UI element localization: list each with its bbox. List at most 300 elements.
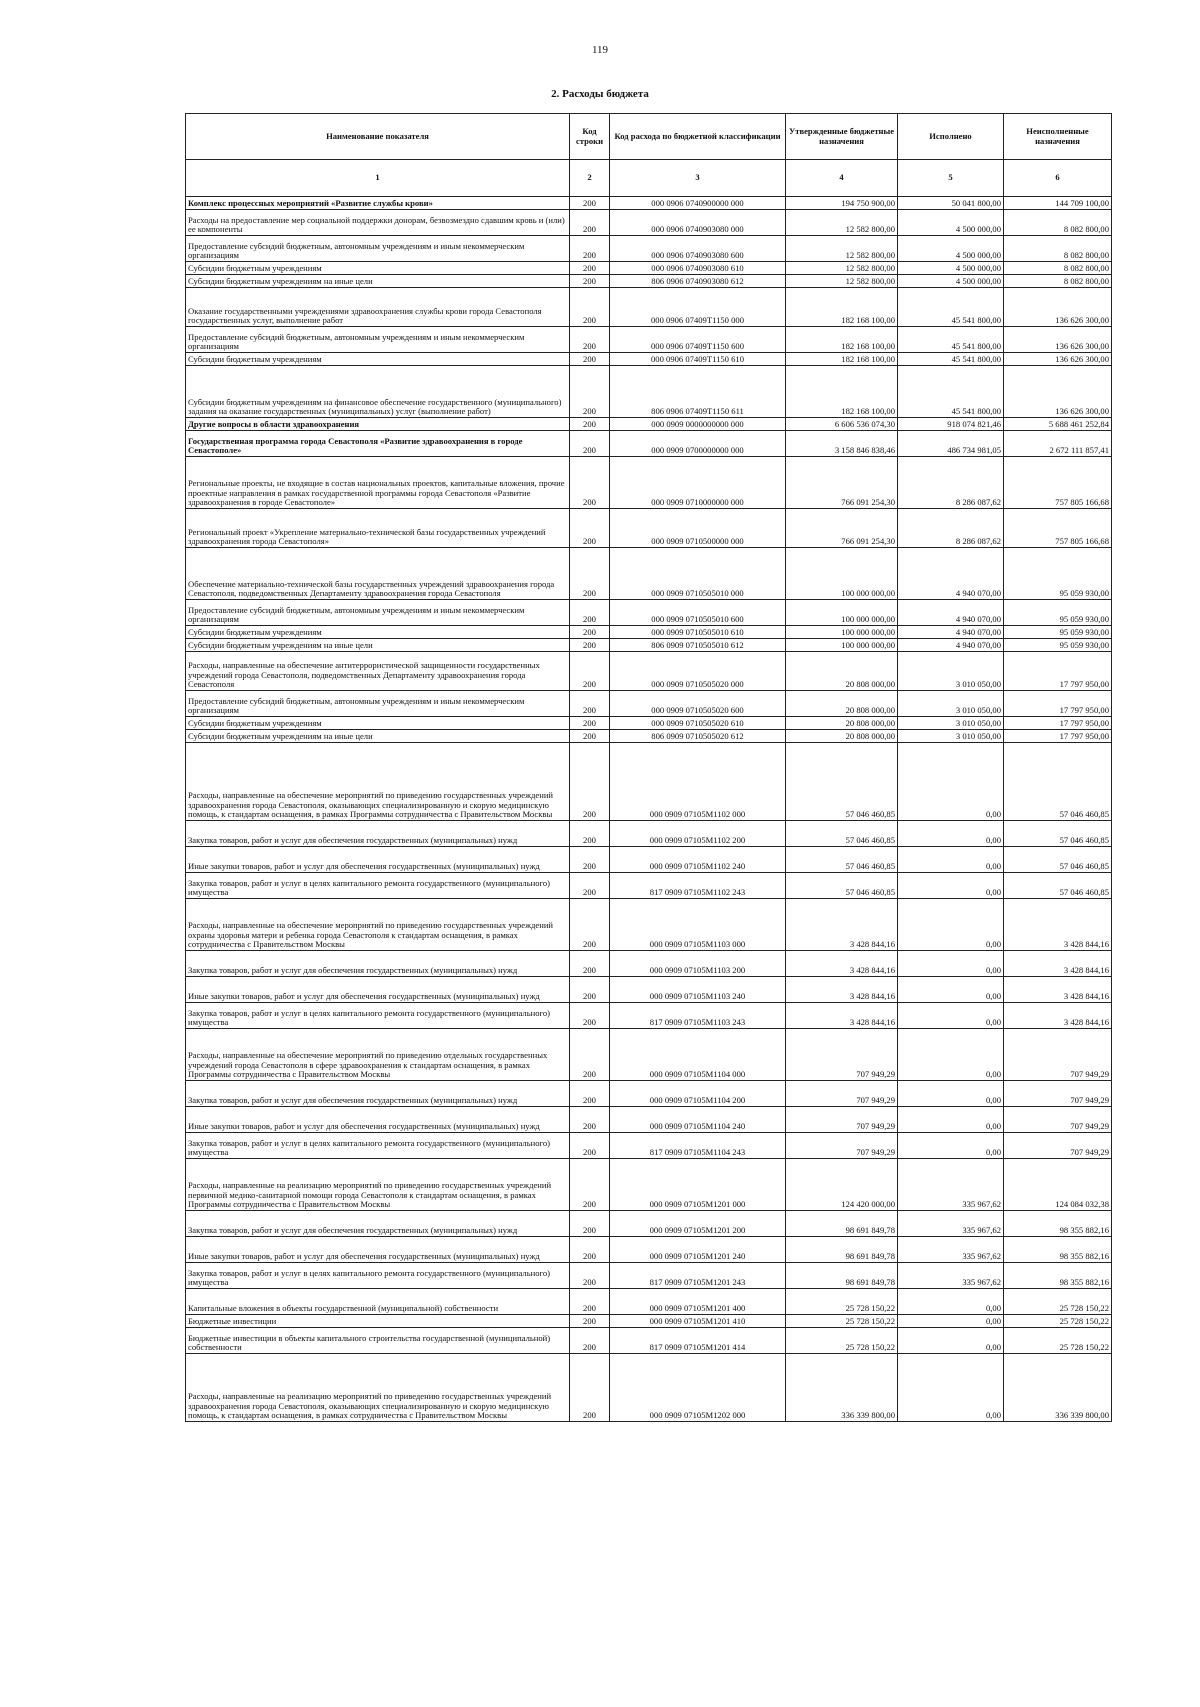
- row-executed: 8 286 087,62: [898, 509, 1004, 548]
- row-approved: 336 339 800,00: [786, 1354, 898, 1422]
- row-remaining: 3 428 844,16: [1004, 977, 1112, 1003]
- table-row: [186, 288, 1112, 327]
- row-line-code: 200: [570, 1133, 610, 1159]
- row-expense-code: 000 0909 0710500000 000: [610, 509, 786, 548]
- row-executed: 3 010 050,00: [898, 730, 1004, 743]
- row-line-code: 200: [570, 873, 610, 899]
- row-line-code: 200: [570, 457, 610, 509]
- row-expense-code: 000 0909 0000000000 000: [610, 418, 786, 431]
- table-row: [186, 210, 1112, 236]
- row-approved: 6 606 536 074,30: [786, 418, 898, 431]
- table-row: [186, 1263, 1112, 1289]
- row-remaining: 707 949,29: [1004, 1029, 1112, 1081]
- row-expense-code: 000 0909 0710505020 610: [610, 717, 786, 730]
- row-line-code: 200: [570, 431, 610, 457]
- row-executed: 3 010 050,00: [898, 717, 1004, 730]
- row-line-code: 200: [570, 418, 610, 431]
- row-line-code: 200: [570, 1211, 610, 1237]
- row-line-code: 200: [570, 821, 610, 847]
- row-executed: 0,00: [898, 1081, 1004, 1107]
- row-remaining: 95 059 930,00: [1004, 548, 1112, 600]
- table-row: [186, 626, 1112, 639]
- row-approved: 3 428 844,16: [786, 899, 898, 951]
- row-expense-code: 817 0909 07105M1201 414: [610, 1328, 786, 1354]
- row-expense-code: 000 0909 0710505020 000: [610, 652, 786, 691]
- row-expense-code: 000 0909 07105M1103 240: [610, 977, 786, 1003]
- row-expense-code: 000 0909 07105M1102 240: [610, 847, 786, 873]
- row-expense-code: 806 0906 07409T1150 611: [610, 366, 786, 418]
- row-remaining: 17 797 950,00: [1004, 717, 1112, 730]
- table-row: [186, 509, 1112, 548]
- row-expense-code: 000 0909 07105M1201 000: [610, 1159, 786, 1211]
- row-name: Бюджетные инвестиции: [186, 1315, 570, 1328]
- column-number: 6: [1004, 160, 1112, 197]
- row-expense-code: 000 0909 07105M1103 200: [610, 951, 786, 977]
- header-remaining: Неисполненные назначения: [1004, 114, 1112, 160]
- row-name: Закупка товаров, работ и услуг в целях капитального ремонта государственного (муниципального) имущества: [186, 1003, 570, 1029]
- table-row: [186, 1133, 1112, 1159]
- row-line-code: 200: [570, 327, 610, 353]
- row-remaining: 8 082 800,00: [1004, 236, 1112, 262]
- row-expense-code: 817 0909 07105M1102 243: [610, 873, 786, 899]
- row-line-code: 200: [570, 210, 610, 236]
- row-remaining: 757 805 166,68: [1004, 509, 1112, 548]
- row-line-code: 200: [570, 1328, 610, 1354]
- row-line-code: 200: [570, 1263, 610, 1289]
- row-name: Закупка товаров, работ и услуг в целях капитального ремонта государственного (муниципального) имущества: [186, 1263, 570, 1289]
- column-number: 3: [610, 160, 786, 197]
- table-row: [186, 873, 1112, 899]
- row-approved: 3 428 844,16: [786, 977, 898, 1003]
- table-row: [186, 418, 1112, 431]
- row-approved: 57 046 460,85: [786, 847, 898, 873]
- row-executed: 4 500 000,00: [898, 262, 1004, 275]
- row-remaining: 57 046 460,85: [1004, 821, 1112, 847]
- row-line-code: 200: [570, 717, 610, 730]
- row-name: Закупка товаров, работ и услуг в целях капитального ремонта государственного (муниципального) имущества: [186, 1133, 570, 1159]
- row-remaining: 144 709 100,00: [1004, 197, 1112, 210]
- row-remaining: 57 046 460,85: [1004, 847, 1112, 873]
- row-approved: 25 728 150,22: [786, 1328, 898, 1354]
- row-name: Иные закупки товаров, работ и услуг для обеспечения государственных (муниципальных) нужд: [186, 847, 570, 873]
- row-name: Расходы, направленные на реализацию мероприятий по приведению государственных учреждений здравоохранения города Севастополя, оказывающих специализированную и скорую медицинскую помощь, к стандартам оснащения, в рамках сотрудничества с Правительством Москвы: [186, 1354, 570, 1422]
- row-executed: 335 967,62: [898, 1263, 1004, 1289]
- row-remaining: 17 797 950,00: [1004, 652, 1112, 691]
- row-expense-code: 000 0909 07105M1201 410: [610, 1315, 786, 1328]
- header-executed: Исполнено: [898, 114, 1004, 160]
- row-remaining: 17 797 950,00: [1004, 691, 1112, 717]
- header-expense-code: Код расхода по бюджетной классификации: [610, 114, 786, 160]
- row-approved: 100 000 000,00: [786, 600, 898, 626]
- row-line-code: 200: [570, 691, 610, 717]
- row-name: Закупка товаров, работ и услуг для обеспечения государственных (муниципальных) нужд: [186, 1081, 570, 1107]
- row-approved: 100 000 000,00: [786, 626, 898, 639]
- table-row: [186, 262, 1112, 275]
- row-remaining: 95 059 930,00: [1004, 626, 1112, 639]
- row-name: Предоставление субсидий бюджетным, автономным учреждениям и иным некоммерческим организациям: [186, 600, 570, 626]
- row-approved: 12 582 800,00: [786, 275, 898, 288]
- row-remaining: 707 949,29: [1004, 1107, 1112, 1133]
- row-expense-code: 000 0909 0700000000 000: [610, 431, 786, 457]
- table-row: [186, 1328, 1112, 1354]
- header-approved: Утвержденные бюджетные назначения: [786, 114, 898, 160]
- row-expense-code: 000 0909 07105M1201 400: [610, 1289, 786, 1315]
- row-approved: 182 168 100,00: [786, 366, 898, 418]
- row-remaining: 8 082 800,00: [1004, 275, 1112, 288]
- row-approved: 766 091 254,30: [786, 457, 898, 509]
- table-row: [186, 951, 1112, 977]
- row-expense-code: 000 0909 07105M1104 000: [610, 1029, 786, 1081]
- table-row: [186, 977, 1112, 1003]
- row-name: Расходы на предоставление мер социальной поддержки донорам, безвозмездно сдавшим кровь и (или) ее компоненты: [186, 210, 570, 236]
- row-executed: 8 286 087,62: [898, 457, 1004, 509]
- row-approved: 12 582 800,00: [786, 210, 898, 236]
- row-approved: 57 046 460,85: [786, 873, 898, 899]
- section-title: 2. Расходы бюджета: [551, 88, 649, 100]
- row-remaining: 25 728 150,22: [1004, 1289, 1112, 1315]
- row-name: Расходы, направленные на обеспечение мероприятий по приведению государственных учреждений здравоохранения города Севастополя, оказывающих специализированную и скорую медицинскую помощь, к стандартам оснащения, в рамках Программы сотрудничества с Правительством Москвы: [186, 743, 570, 821]
- table-row: [186, 1029, 1112, 1081]
- row-executed: 0,00: [898, 743, 1004, 821]
- row-expense-code: 817 0909 07105M1104 243: [610, 1133, 786, 1159]
- table-row: [186, 1107, 1112, 1133]
- row-approved: 98 691 849,78: [786, 1263, 898, 1289]
- row-executed: 0,00: [898, 1133, 1004, 1159]
- row-line-code: 200: [570, 236, 610, 262]
- row-expense-code: 000 0906 07409T1150 000: [610, 288, 786, 327]
- row-remaining: 8 082 800,00: [1004, 262, 1112, 275]
- row-executed: 45 541 800,00: [898, 353, 1004, 366]
- row-executed: 4 940 070,00: [898, 626, 1004, 639]
- row-line-code: 200: [570, 639, 610, 652]
- column-number: 4: [786, 160, 898, 197]
- row-expense-code: 000 0906 0740903080 610: [610, 262, 786, 275]
- row-approved: 100 000 000,00: [786, 639, 898, 652]
- row-line-code: 200: [570, 275, 610, 288]
- row-executed: 486 734 981,05: [898, 431, 1004, 457]
- row-expense-code: 000 0906 0740903080 000: [610, 210, 786, 236]
- row-approved: 707 949,29: [786, 1133, 898, 1159]
- budget-expenses-table: [185, 113, 1112, 1422]
- row-remaining: 136 626 300,00: [1004, 288, 1112, 327]
- row-remaining: 95 059 930,00: [1004, 600, 1112, 626]
- row-executed: 0,00: [898, 1354, 1004, 1422]
- row-line-code: 200: [570, 1237, 610, 1263]
- row-expense-code: 817 0909 07105M1103 243: [610, 1003, 786, 1029]
- row-remaining: 757 805 166,68: [1004, 457, 1112, 509]
- row-executed: 0,00: [898, 873, 1004, 899]
- row-executed: 335 967,62: [898, 1211, 1004, 1237]
- row-remaining: 136 626 300,00: [1004, 353, 1112, 366]
- row-executed: 4 500 000,00: [898, 275, 1004, 288]
- row-approved: 182 168 100,00: [786, 288, 898, 327]
- row-name: Субсидии бюджетным учреждениям на финансовое обеспечение государственного (муниципального) задания на оказание государственных (муниципальных) услуг (выполнение работ): [186, 366, 570, 418]
- row-name: Региональный проект «Укрепление материально-технической базы государственных учреждений здравоохранения города Севастополя»: [186, 509, 570, 548]
- row-name: Иные закупки товаров, работ и услуг для обеспечения государственных (муниципальных) нужд: [186, 977, 570, 1003]
- row-executed: 335 967,62: [898, 1237, 1004, 1263]
- table-row: [186, 691, 1112, 717]
- row-name: Иные закупки товаров, работ и услуг для обеспечения государственных (муниципальных) нужд: [186, 1107, 570, 1133]
- row-line-code: 200: [570, 1003, 610, 1029]
- row-expense-code: 000 0906 07409T1150 600: [610, 327, 786, 353]
- table-row: [186, 327, 1112, 353]
- row-approved: 20 808 000,00: [786, 691, 898, 717]
- row-name: Субсидии бюджетным учреждениям: [186, 262, 570, 275]
- row-approved: 707 949,29: [786, 1029, 898, 1081]
- row-expense-code: 000 0909 07105M1201 200: [610, 1211, 786, 1237]
- row-executed: 0,00: [898, 951, 1004, 977]
- row-approved: 98 691 849,78: [786, 1211, 898, 1237]
- row-remaining: 17 797 950,00: [1004, 730, 1112, 743]
- row-line-code: 200: [570, 548, 610, 600]
- row-approved: 98 691 849,78: [786, 1237, 898, 1263]
- row-approved: 25 728 150,22: [786, 1289, 898, 1315]
- row-remaining: 136 626 300,00: [1004, 327, 1112, 353]
- row-remaining: 3 428 844,16: [1004, 899, 1112, 951]
- row-executed: 4 940 070,00: [898, 639, 1004, 652]
- row-executed: 3 010 050,00: [898, 691, 1004, 717]
- row-approved: 100 000 000,00: [786, 548, 898, 600]
- row-executed: 50 041 800,00: [898, 197, 1004, 210]
- row-expense-code: 000 0909 0710505010 600: [610, 600, 786, 626]
- row-line-code: 200: [570, 197, 610, 210]
- row-expense-code: 000 0909 0710000000 000: [610, 457, 786, 509]
- row-expense-code: 000 0909 0710505010 000: [610, 548, 786, 600]
- row-remaining: 707 949,29: [1004, 1081, 1112, 1107]
- row-approved: 20 808 000,00: [786, 652, 898, 691]
- row-expense-code: 000 0909 07105M1102 200: [610, 821, 786, 847]
- row-name: Субсидии бюджетным учреждениям на иные цели: [186, 639, 570, 652]
- row-line-code: 200: [570, 1081, 610, 1107]
- row-expense-code: 806 0909 0710505010 612: [610, 639, 786, 652]
- row-approved: 707 949,29: [786, 1107, 898, 1133]
- row-name: Комплекс процессных мероприятий «Развитие службы крови»: [186, 197, 570, 210]
- row-remaining: 98 355 882,16: [1004, 1211, 1112, 1237]
- table-row: [186, 1003, 1112, 1029]
- row-name: Субсидии бюджетным учреждениям: [186, 717, 570, 730]
- row-executed: 4 500 000,00: [898, 236, 1004, 262]
- row-approved: 57 046 460,85: [786, 821, 898, 847]
- header-line-code: Код строки: [570, 114, 610, 160]
- row-name: Расходы, направленные на реализацию мероприятий по приведению государственных учреждений первичной медико-санитарной помощи города Севастополя к стандартам оснащения, в рамках Программы сотрудничества с Правительством Москвы: [186, 1159, 570, 1211]
- row-approved: 182 168 100,00: [786, 353, 898, 366]
- row-name: Другие вопросы в области здравоохранения: [186, 418, 570, 431]
- row-expense-code: 000 0909 07105M1104 240: [610, 1107, 786, 1133]
- row-expense-code: 806 0909 0710505020 612: [610, 730, 786, 743]
- row-approved: 20 808 000,00: [786, 730, 898, 743]
- row-expense-code: 000 0909 07105M1201 240: [610, 1237, 786, 1263]
- row-expense-code: 000 0909 07105M1104 200: [610, 1081, 786, 1107]
- row-line-code: 200: [570, 899, 610, 951]
- row-line-code: 200: [570, 1159, 610, 1211]
- row-line-code: 200: [570, 1107, 610, 1133]
- row-name: Государственная программа города Севастополя «Развитие здравоохранения в городе Севастополе»: [186, 431, 570, 457]
- row-name: Закупка товаров, работ и услуг для обеспечения государственных (муниципальных) нужд: [186, 951, 570, 977]
- row-remaining: 95 059 930,00: [1004, 639, 1112, 652]
- row-executed: 45 541 800,00: [898, 327, 1004, 353]
- row-line-code: 200: [570, 652, 610, 691]
- row-line-code: 200: [570, 743, 610, 821]
- row-name: Бюджетные инвестиции в объекты капитального строительства государственной (муниципальной) собственности: [186, 1328, 570, 1354]
- row-approved: 12 582 800,00: [786, 236, 898, 262]
- row-name: Иные закупки товаров, работ и услуг для обеспечения государственных (муниципальных) нужд: [186, 1237, 570, 1263]
- row-line-code: 200: [570, 1315, 610, 1328]
- row-approved: 182 168 100,00: [786, 327, 898, 353]
- row-expense-code: 806 0906 0740903080 612: [610, 275, 786, 288]
- row-executed: 45 541 800,00: [898, 366, 1004, 418]
- row-remaining: 98 355 882,16: [1004, 1263, 1112, 1289]
- row-line-code: 200: [570, 977, 610, 1003]
- column-number: 2: [570, 160, 610, 197]
- row-line-code: 200: [570, 730, 610, 743]
- row-remaining: 25 728 150,22: [1004, 1315, 1112, 1328]
- row-line-code: 200: [570, 353, 610, 366]
- row-executed: 0,00: [898, 1289, 1004, 1315]
- row-name: Предоставление субсидий бюджетным, автономным учреждениям и иным некоммерческим организациям: [186, 236, 570, 262]
- row-remaining: 8 082 800,00: [1004, 210, 1112, 236]
- table-row: [186, 1159, 1112, 1211]
- table-row: [186, 847, 1112, 873]
- row-executed: 0,00: [898, 977, 1004, 1003]
- row-executed: 4 940 070,00: [898, 548, 1004, 600]
- row-remaining: 3 428 844,16: [1004, 951, 1112, 977]
- row-name: Региональные проекты, не входящие в состав национальных проектов, капитальные вложения, прочие проектные направления в рамках государственной программы города Севастополя «Развитие здравоохранения в городе Севастополе»: [186, 457, 570, 509]
- table-body: [186, 197, 1112, 1422]
- row-name: Субсидии бюджетным учреждениям: [186, 353, 570, 366]
- row-line-code: 200: [570, 1354, 610, 1422]
- row-executed: 0,00: [898, 1315, 1004, 1328]
- row-line-code: 200: [570, 847, 610, 873]
- header-name: Наименование показателя: [186, 114, 570, 160]
- row-expense-code: 000 0909 07105M1103 000: [610, 899, 786, 951]
- row-remaining: 3 428 844,16: [1004, 1003, 1112, 1029]
- table-row: [186, 457, 1112, 509]
- row-executed: 45 541 800,00: [898, 288, 1004, 327]
- row-name: Капитальные вложения в объекты государственной (муниципальной) собственности: [186, 1289, 570, 1315]
- row-name: Расходы, направленные на обеспечение мероприятий по приведению государственных учреждений охраны здоровья матери и ребенка города Севастополя к стандартам оснащения, в рамках сотрудничества с Правительством Москвы: [186, 899, 570, 951]
- column-number: 1: [186, 160, 570, 197]
- table-row: [186, 197, 1112, 210]
- row-approved: 3 428 844,16: [786, 951, 898, 977]
- table-row: [186, 236, 1112, 262]
- row-line-code: 200: [570, 951, 610, 977]
- row-line-code: 200: [570, 1289, 610, 1315]
- row-expense-code: 000 0906 07409T1150 610: [610, 353, 786, 366]
- row-line-code: 200: [570, 1029, 610, 1081]
- row-name: Субсидии бюджетным учреждениям на иные цели: [186, 275, 570, 288]
- table-row: [186, 1354, 1112, 1422]
- row-remaining: 707 949,29: [1004, 1133, 1112, 1159]
- table-row: [186, 639, 1112, 652]
- table-row: [186, 431, 1112, 457]
- row-remaining: 136 626 300,00: [1004, 366, 1112, 418]
- row-expense-code: 000 0909 0710505010 610: [610, 626, 786, 639]
- row-executed: 0,00: [898, 847, 1004, 873]
- table-row: [186, 821, 1112, 847]
- row-approved: 57 046 460,85: [786, 743, 898, 821]
- row-name: Предоставление субсидий бюджетным, автономным учреждениям и иным некоммерческим организациям: [186, 691, 570, 717]
- row-approved: 124 420 000,00: [786, 1159, 898, 1211]
- table-row: [186, 366, 1112, 418]
- row-name: Закупка товаров, работ и услуг для обеспечения государственных (муниципальных) нужд: [186, 821, 570, 847]
- row-line-code: 200: [570, 626, 610, 639]
- page-number: 119: [591, 44, 609, 56]
- table-header-row: [186, 114, 1112, 160]
- table-row: [186, 652, 1112, 691]
- row-approved: 3 428 844,16: [786, 1003, 898, 1029]
- row-name: Закупка товаров, работ и услуг в целях капитального ремонта государственного (муниципального) имущества: [186, 873, 570, 899]
- row-remaining: 124 084 032,38: [1004, 1159, 1112, 1211]
- table-row: [186, 1289, 1112, 1315]
- column-numbers-row: [186, 160, 1112, 197]
- row-approved: 12 582 800,00: [786, 262, 898, 275]
- row-remaining: 2 672 111 857,41: [1004, 431, 1112, 457]
- row-executed: 0,00: [898, 1328, 1004, 1354]
- row-line-code: 200: [570, 509, 610, 548]
- row-approved: 194 750 900,00: [786, 197, 898, 210]
- table-row: [186, 1211, 1112, 1237]
- row-name: Обеспечение материально-технической базы государственных учреждений здравоохранения города Севастополя, подведомственных Департаменту здравоохранения города Севастополя: [186, 548, 570, 600]
- row-name: Предоставление субсидий бюджетным, автономным учреждениям и иным некоммерческим организациям: [186, 327, 570, 353]
- row-line-code: 200: [570, 288, 610, 327]
- table-row: [186, 717, 1112, 730]
- table-row: [186, 743, 1112, 821]
- row-executed: 0,00: [898, 1003, 1004, 1029]
- row-expense-code: 000 0909 07105M1202 000: [610, 1354, 786, 1422]
- row-remaining: 57 046 460,85: [1004, 873, 1112, 899]
- row-executed: 0,00: [898, 899, 1004, 951]
- row-line-code: 200: [570, 600, 610, 626]
- table-row: [186, 600, 1112, 626]
- row-remaining: 5 688 461 252,84: [1004, 418, 1112, 431]
- row-executed: 4 940 070,00: [898, 600, 1004, 626]
- row-name: Субсидии бюджетным учреждениям: [186, 626, 570, 639]
- row-executed: 0,00: [898, 821, 1004, 847]
- row-remaining: 98 355 882,16: [1004, 1237, 1112, 1263]
- row-executed: 335 967,62: [898, 1159, 1004, 1211]
- row-executed: 0,00: [898, 1107, 1004, 1133]
- table-row: [186, 275, 1112, 288]
- row-approved: 3 158 846 838,46: [786, 431, 898, 457]
- table-row: [186, 730, 1112, 743]
- table-row: [186, 353, 1112, 366]
- row-name: Субсидии бюджетным учреждениям на иные цели: [186, 730, 570, 743]
- table-row: [186, 548, 1112, 600]
- row-approved: 25 728 150,22: [786, 1315, 898, 1328]
- row-line-code: 200: [570, 366, 610, 418]
- row-name: Расходы, направленные на обеспечение мероприятий по приведению отдельных государственных учреждений города Севастополя в сфере здравоохранения к стандартам оснащения, в рамках Программы сотрудничества с Правительством Москвы: [186, 1029, 570, 1081]
- row-remaining: 25 728 150,22: [1004, 1328, 1112, 1354]
- row-expense-code: 817 0909 07105M1201 243: [610, 1263, 786, 1289]
- row-remaining: 57 046 460,85: [1004, 743, 1112, 821]
- row-expense-code: 000 0909 0710505020 600: [610, 691, 786, 717]
- table-row: [186, 1081, 1112, 1107]
- row-executed: 4 500 000,00: [898, 210, 1004, 236]
- row-expense-code: 000 0906 0740903080 600: [610, 236, 786, 262]
- row-expense-code: 000 0906 0740900000 000: [610, 197, 786, 210]
- row-approved: 20 808 000,00: [786, 717, 898, 730]
- row-name: Закупка товаров, работ и услуг для обеспечения государственных (муниципальных) нужд: [186, 1211, 570, 1237]
- row-name: Оказание государственными учреждениями здравоохранения службы крови города Севастополя государственных услуг, выполнение работ: [186, 288, 570, 327]
- column-number: 5: [898, 160, 1004, 197]
- row-remaining: 336 339 800,00: [1004, 1354, 1112, 1422]
- table-row: [186, 1237, 1112, 1263]
- table-row: [186, 1315, 1112, 1328]
- row-name: Расходы, направленные на обеспечение антитеррористической защищенности государственных учреждений города Севастополя, подведомственных Департаменту здравоохранения города Севастополя: [186, 652, 570, 691]
- row-approved: 707 949,29: [786, 1081, 898, 1107]
- row-approved: 766 091 254,30: [786, 509, 898, 548]
- row-executed: 3 010 050,00: [898, 652, 1004, 691]
